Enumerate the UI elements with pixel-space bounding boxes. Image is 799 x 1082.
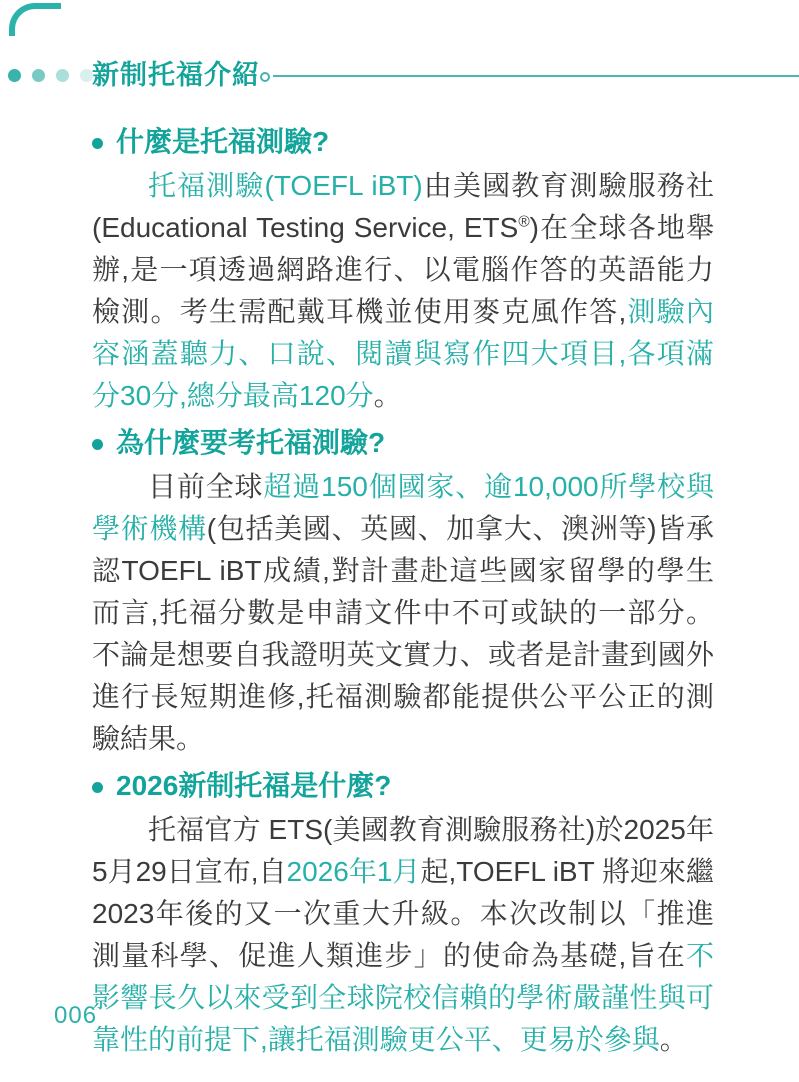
body-text: 。 — [373, 380, 402, 411]
highlight-text: 托福測驗(TOEFL iBT) — [148, 170, 423, 201]
body-text: )在全球各地舉辦,是一項透過網路進行、以電腦作答的英語能力檢測。考生需配戴耳機並使用麥克風作答, — [92, 212, 714, 327]
bullet-icon — [92, 782, 103, 793]
section-why-take-toefl — [92, 422, 714, 760]
section-paragraph — [92, 809, 714, 1061]
bullet-icon — [92, 439, 103, 450]
highlight-text: 測驗內容涵蓋聽力、口說、閱讀與寫作四大項目,各項滿分30分,總分最高120分 — [92, 296, 714, 411]
header-dot-icon — [56, 69, 69, 82]
body-text: (包括美國、英國、加拿大、澳洲等)皆承認TOEFL iBT成績,對計畫赴這些國家留學的學生而言,托福分數是申請文件中不可或缺的一部分。不論是想要自我證明英文實力、或者是計畫到國外進行長短期進修,托福測驗都能提供公平公正的測驗結果。 — [92, 513, 714, 754]
content-column — [92, 121, 714, 1061]
highlight-text: 不影響長久以來受到全球院校信賴的學術嚴謹性與可靠性的前提下,讓托福測驗更公平、更易於參與 — [92, 940, 714, 1055]
section-paragraph — [92, 466, 714, 760]
header-dot-icon — [32, 69, 45, 82]
highlight-text: 超過150個國家、逾10,000所學校與學術機構 — [92, 471, 714, 544]
section-heading-label: 什麼是托福測驗? — [116, 126, 330, 157]
body-text: 托福官方 ETS(美國教育測驗服務社)於2025年5月29日宣布,自 — [92, 814, 714, 887]
page-header — [0, 58, 799, 98]
header-rule — [273, 75, 799, 77]
section-paragraph — [92, 165, 714, 417]
section-what-is-toefl — [92, 121, 714, 417]
bullet-icon — [92, 138, 103, 149]
body-text: 起,TOEFL iBT 將迎來繼2023年後的又一次重大升級。本次改制以「推進測量科學、促進人類進步」的使命為基礎,旨在 — [92, 856, 714, 971]
header-dots — [8, 69, 104, 82]
header-dot-icon — [8, 69, 21, 82]
header-title: 新制托福介紹 — [92, 60, 260, 90]
section-heading — [92, 422, 714, 464]
body-text: 由美國教育測驗服務社(Educational Testing Service, ETS — [92, 170, 714, 243]
section-heading-label: 2026新制托福是什麼? — [116, 770, 392, 801]
highlight-text: 2026年1月 — [286, 856, 421, 887]
corner-ornament — [9, 3, 61, 36]
body-text: ® — [518, 213, 530, 231]
section-2026-new-toefl — [92, 765, 714, 1061]
section-heading — [92, 121, 714, 163]
header-ring-icon — [260, 72, 270, 82]
page-number: 006 — [54, 1002, 98, 1029]
body-text: 。 — [659, 1024, 688, 1055]
section-heading — [92, 765, 714, 807]
body-text: 目前全球 — [148, 471, 264, 502]
section-heading-label: 為什麼要考托福測驗? — [116, 427, 386, 458]
